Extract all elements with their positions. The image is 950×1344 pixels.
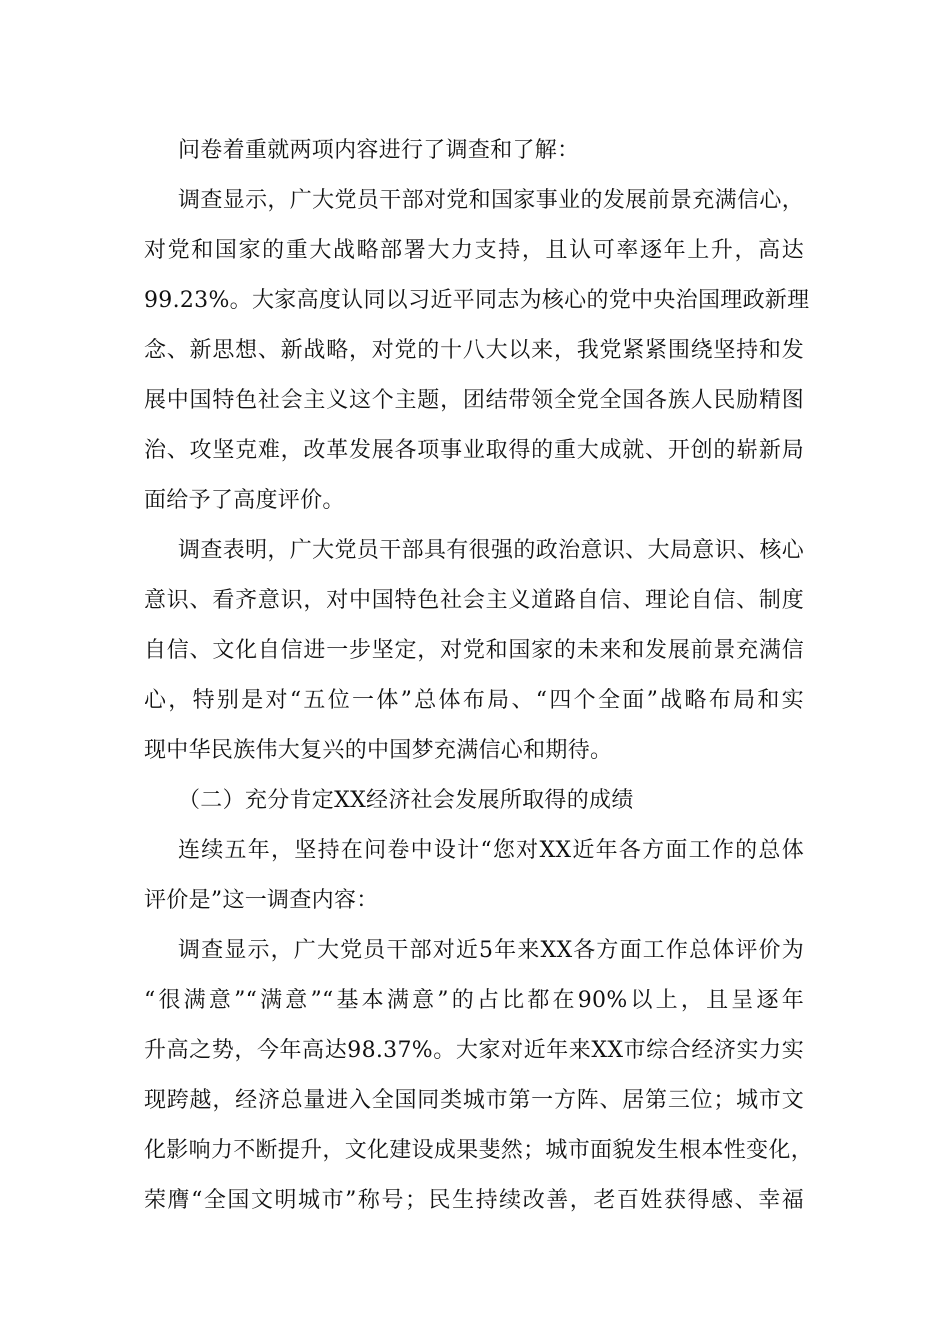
text-line: 荣膺“全国文明城市”称号；民生持续改善，老百姓获得感、幸福 (144, 1188, 804, 1213)
text-line: 治、攻坚克难，改革发展各项事业取得的重大成就、开创的崭新局 (144, 438, 804, 463)
text-line: 化影响力不断提升，文化建设成果斐然；城市面貌发生根本性变化， (144, 1138, 814, 1163)
text-line: 连续五年，坚持在问卷中设计“您对XX近年各方面工作的总体 (178, 838, 804, 863)
text-line: 99.23%。大家高度认同以习近平同志为核心的党中央治国理政新理 (144, 288, 810, 313)
text-line: 自信、文化自信进一步坚定，对党和国家的未来和发展前景充满信 (144, 638, 804, 663)
text-line: 现中华民族伟大复兴的中国梦充满信心和期待。 (144, 738, 613, 763)
text-line: 意识、看齐意识，对中国特色社会主义道路自信、理论自信、制度 (144, 588, 804, 613)
text-line: 调查显示，广大党员干部对党和国家事业的发展前景充满信心， (178, 188, 804, 213)
text-line: 现跨越，经济总量进入全国同类城市第一方阵、居第三位；城市文 (144, 1088, 804, 1113)
text-line: 展中国特色社会主义这个主题，团结带领全党全国各族人民励精图 (144, 388, 804, 413)
text-line: 评价是”这一调查内容： (144, 888, 379, 913)
text-line: 升高之势，今年高达98.37%。大家对近年来XX市综合经济实力实 (144, 1038, 804, 1063)
text-line: 问卷着重就两项内容进行了调查和了解： (178, 138, 580, 163)
text-line: 对党和国家的重大战略部署大力支持，且认可率逐年上升，高达 (144, 238, 804, 263)
section-heading: （二）充分肯定XX经济社会发展所取得的成绩 (178, 788, 634, 813)
text-line: 念、新思想、新战略，对党的十八大以来，我党紧紧围绕坚持和发 (144, 338, 804, 363)
text-line: 心，特别是对“五位一体”总体布局、“四个全面”战略布局和实 (144, 688, 804, 713)
text-line: 调查显示，广大党员干部对近5年来XX各方面工作总体评价为 (178, 938, 804, 963)
text-line: 面给予了高度评价。 (144, 488, 345, 513)
text-line: “很满意”“满意”“基本满意”的占比都在90%以上，且呈逐年 (144, 988, 804, 1013)
text-line: 调查表明，广大党员干部具有很强的政治意识、大局意识、核心 (178, 538, 804, 563)
